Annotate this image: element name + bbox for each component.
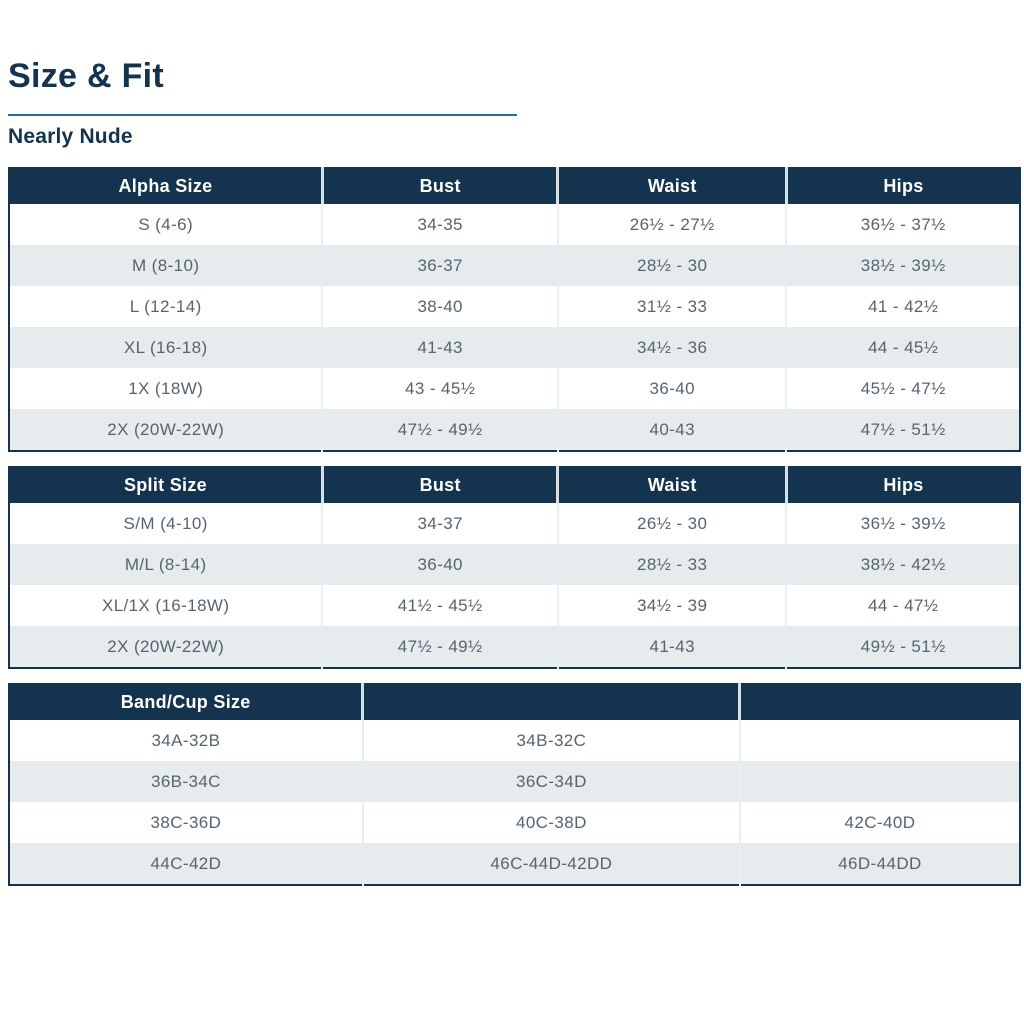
table-row bbox=[9, 843, 1020, 885]
table-cell: 36½ - 39½ bbox=[786, 503, 1020, 544]
table-cell: 41½ - 45½ bbox=[322, 585, 558, 626]
table-row bbox=[9, 802, 1020, 843]
column-header: Hips bbox=[786, 168, 1020, 204]
column-header: Bust bbox=[322, 467, 558, 503]
table-cell: 36½ - 37½ bbox=[786, 204, 1020, 245]
table-cell: 41 - 42½ bbox=[786, 286, 1020, 327]
split-size-table bbox=[8, 466, 1021, 669]
header-row bbox=[9, 467, 1020, 503]
table-row bbox=[9, 761, 1020, 802]
table-cell: 44 - 47½ bbox=[786, 585, 1020, 626]
table-cell: 40-43 bbox=[558, 409, 786, 451]
table-cell: 38½ - 39½ bbox=[786, 245, 1020, 286]
table-cell: 46C-44D-42DD bbox=[363, 843, 740, 885]
table-cell: 46D-44DD bbox=[740, 843, 1020, 885]
table-row bbox=[9, 204, 1020, 245]
table-row bbox=[9, 286, 1020, 327]
table-cell: M (8-10) bbox=[131, 255, 200, 275]
table-cell: 34-35 bbox=[322, 204, 558, 245]
table-row bbox=[9, 503, 1020, 544]
table-cell: XL (16-18) bbox=[123, 337, 208, 357]
table-cell: 44 - 45½ bbox=[786, 327, 1020, 368]
column-header: Waist bbox=[558, 168, 786, 204]
table-cell: M/L (8-14) bbox=[124, 554, 207, 574]
table-cell: 34-37 bbox=[322, 503, 558, 544]
title-divider bbox=[8, 114, 517, 116]
table-cell: 47½ - 51½ bbox=[786, 409, 1020, 451]
page-title: Size & Fit bbox=[8, 57, 165, 95]
column-header: Hips bbox=[786, 467, 1020, 503]
table-cell: 49½ - 51½ bbox=[786, 626, 1020, 668]
table-row bbox=[9, 327, 1020, 368]
table-cell: L (12-14) bbox=[129, 296, 202, 316]
table-cell: S/M (4-10) bbox=[123, 513, 208, 533]
table-cell: 38-40 bbox=[322, 286, 558, 327]
table-cell: 26½ - 27½ bbox=[558, 204, 786, 245]
table-cell: 41-43 bbox=[322, 327, 558, 368]
table-cell: XL/1X (16-18W) bbox=[101, 595, 230, 615]
table-cell: 43 - 45½ bbox=[322, 368, 558, 409]
table-row bbox=[9, 245, 1020, 286]
table-row bbox=[9, 368, 1020, 409]
table-cell: 38C-36D bbox=[150, 812, 222, 832]
table-cell: 45½ - 47½ bbox=[786, 368, 1020, 409]
table-cell: 42C-40D bbox=[740, 802, 1020, 843]
table-cell: S (4-6) bbox=[138, 214, 194, 234]
header-row bbox=[9, 168, 1020, 204]
table-cell: 1X (18W) bbox=[128, 378, 204, 398]
column-header: Bust bbox=[322, 168, 558, 204]
table-cell bbox=[740, 761, 1020, 802]
column-header: Waist bbox=[558, 467, 786, 503]
table-cell: 31½ - 33 bbox=[558, 286, 786, 327]
table-cell: 26½ - 30 bbox=[558, 503, 786, 544]
table-cell: 40C-38D bbox=[363, 802, 740, 843]
column-header: Band/Cup Size bbox=[9, 684, 363, 720]
table-cell: 36-37 bbox=[322, 245, 558, 286]
table-cell: 34A-32B bbox=[151, 730, 221, 750]
table-cell: 44C-42D bbox=[150, 853, 222, 873]
column-header: Alpha Size bbox=[9, 168, 322, 204]
product-name: Nearly Nude bbox=[8, 125, 133, 149]
header-row bbox=[9, 684, 1020, 720]
table-row bbox=[9, 409, 1020, 451]
table-cell: 36-40 bbox=[322, 544, 558, 585]
table-row bbox=[9, 626, 1020, 668]
column-header: Split Size bbox=[9, 467, 322, 503]
table-cell: 34½ - 36 bbox=[558, 327, 786, 368]
table-cell: 38½ - 42½ bbox=[786, 544, 1020, 585]
table-cell: 36B-34C bbox=[150, 771, 221, 791]
table-cell: 36C-34D bbox=[363, 761, 740, 802]
table-row bbox=[9, 585, 1020, 626]
table-row bbox=[9, 544, 1020, 585]
band-cup-size-table bbox=[8, 683, 1021, 886]
table-cell: 28½ - 33 bbox=[558, 544, 786, 585]
table-cell: 34B-32C bbox=[363, 720, 740, 761]
table-cell: 36-40 bbox=[558, 368, 786, 409]
table-cell: 47½ - 49½ bbox=[322, 626, 558, 668]
table-row bbox=[9, 720, 1020, 761]
table-cell: 2X (20W-22W) bbox=[107, 419, 225, 439]
table-cell: 34½ - 39 bbox=[558, 585, 786, 626]
table-cell: 28½ - 30 bbox=[558, 245, 786, 286]
table-cell: 47½ - 49½ bbox=[322, 409, 558, 451]
column-header bbox=[740, 684, 1020, 720]
table-cell: 2X (20W-22W) bbox=[107, 636, 225, 656]
column-header bbox=[363, 684, 740, 720]
table-cell bbox=[740, 720, 1020, 761]
alpha-size-table bbox=[8, 167, 1021, 452]
table-cell: 41-43 bbox=[558, 626, 786, 668]
